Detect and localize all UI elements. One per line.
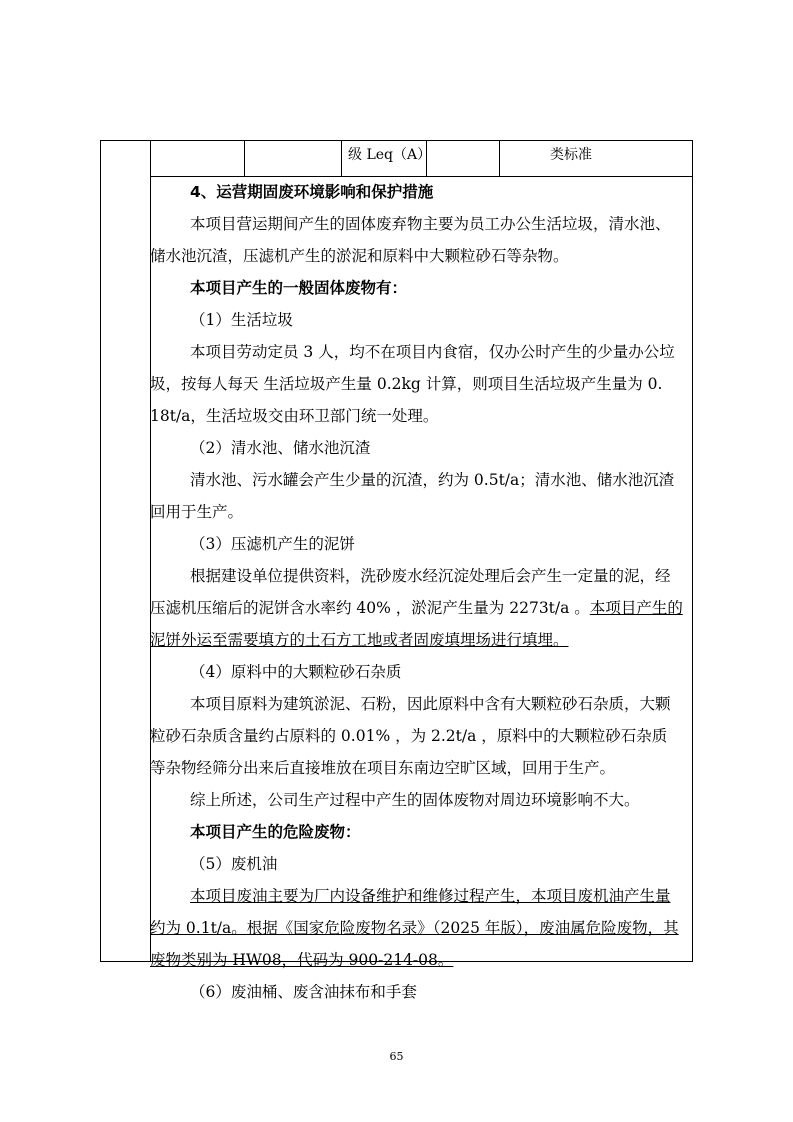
item-3-line-2-underlined: 本项目产生的 bbox=[589, 599, 683, 617]
item-1-line-1: 本项目劳动定员 3 人，均不在项目内食宿，仅办公时产生的少量办公垃 bbox=[190, 343, 675, 361]
item-3-line-1: 根据建设单位提供资料，洗砂废水经沉淀处理后会产生一定量的泥，经 bbox=[190, 567, 671, 585]
intro-line-2: 储水池沉渣，压滤机产生的淤泥和原料中大颗粒砂石等杂物。 bbox=[150, 247, 569, 265]
item-5-line-1-underlined: 本项目废油主要为厂内设备维护和维修过程产生，本项目废机油产生量 bbox=[190, 887, 671, 905]
item-1-line-2: 圾，按每人每天 生活垃圾产生量 0.2kg 计算，则项目生活垃圾产生量为 0. bbox=[150, 375, 663, 393]
header-standard-text: 类标准 bbox=[550, 147, 592, 163]
header-cell-2 bbox=[245, 141, 342, 176]
item-5-title: （5）废机油 bbox=[190, 855, 278, 873]
item-4-title: （4）原料中的大颗粒砂石杂质 bbox=[190, 663, 402, 681]
item-5-line-2 bbox=[86, 912, 686, 944]
item-2-title: （2）清水池、储水池沉渣 bbox=[190, 439, 371, 457]
item-3-title: （3）压滤机产生的泥饼 bbox=[190, 535, 355, 553]
item-4-line-1: 本项目原料为建筑淤泥、石粉，因此原料中含有大颗粒砂石杂质，大颗 bbox=[190, 695, 671, 713]
header-leq-text: 级 Leq（A） bbox=[348, 147, 432, 163]
item-3-line-2 bbox=[86, 592, 686, 624]
intro-line-1: 本项目营运期间产生的固体废弃物主要为员工办公生活垃圾，清水池、 bbox=[190, 215, 671, 233]
item-5-line-3 bbox=[86, 944, 686, 976]
summary-line: 综上所述，公司生产过程中产生的固体废物对周边环境影响不大。 bbox=[190, 791, 640, 809]
item-3-line-3-underlined: 泥饼外运至需要填方的土石方工地或者固废填埋场进行填埋。 bbox=[150, 631, 569, 649]
item-2-line-2: 回用于生产。 bbox=[150, 503, 244, 521]
item-3-line-2-plain: 压滤机压缩后的泥饼含水率约 40% ，淤泥产生量为 2273t/a 。 bbox=[150, 599, 590, 617]
item-5-line-2-underlined: 约为 0.1t/a。根据《国家危险废物名录》（2025 年版），废油属危险废物，其 bbox=[150, 919, 679, 937]
table-header-row bbox=[151, 141, 692, 177]
general-waste-heading: 本项目产生的一般固体废物有： bbox=[190, 279, 408, 297]
hazardous-waste-heading: 本项目产生的危险废物： bbox=[190, 823, 361, 841]
section-title: 4、运营期固废环境影响和保护措施 bbox=[190, 183, 434, 201]
item-5-line-3-underlined: 废物类别为 HW08，代码为 900-214-08。 bbox=[150, 951, 454, 969]
item-2-line-1: 清水池、污水罐会产生少量的沉渣，约为 0.5t/a；清水池、储水池沉渣 bbox=[190, 471, 675, 489]
item-6-title: （6）废油桶、废含油抹布和手套 bbox=[190, 983, 417, 1001]
header-cell-standard bbox=[500, 141, 692, 176]
item-5-line-1 bbox=[86, 880, 686, 912]
item-4-line-2: 粒砂石杂质含量约占原料的 0.01% ，为 2.2t/a ，原料中的大颗粒砂石杂质 bbox=[150, 727, 668, 745]
header-cell-4 bbox=[427, 141, 500, 176]
header-cell-leq bbox=[342, 141, 432, 176]
item-1-title: （1）生活垃圾 bbox=[190, 311, 293, 329]
header-cell-1 bbox=[151, 141, 245, 176]
document-content bbox=[86, 176, 686, 1008]
item-4-line-3: 等杂物经筛分出来后直接堆放在项目东南边空旷区域，回用于生产。 bbox=[150, 759, 616, 777]
item-3-line-3 bbox=[86, 624, 686, 656]
page-number: 65 bbox=[389, 1050, 404, 1063]
item-1-line-3: 18t/a，生活垃圾交由环卫部门统一处理。 bbox=[150, 407, 439, 425]
